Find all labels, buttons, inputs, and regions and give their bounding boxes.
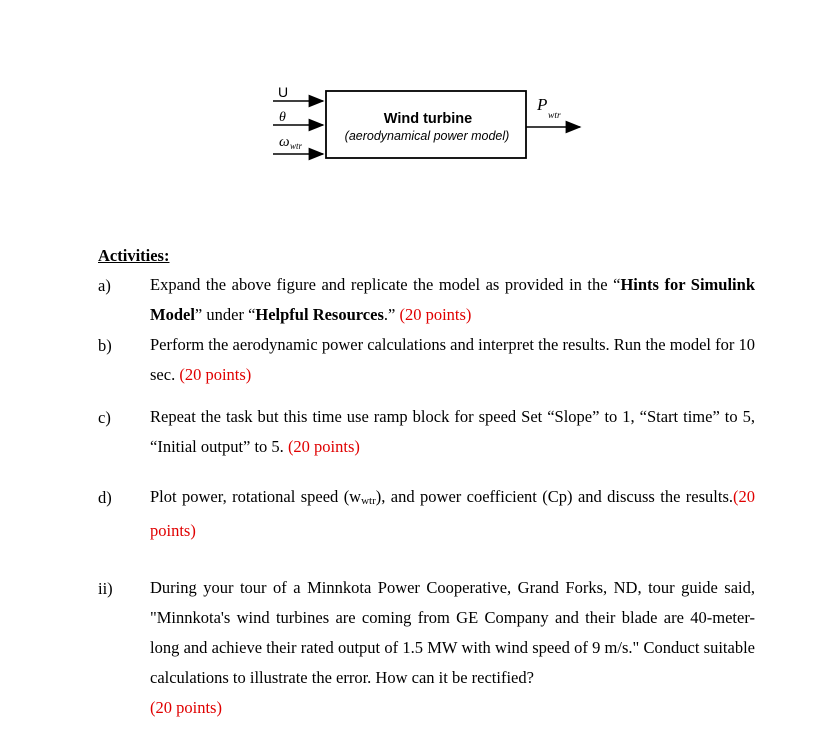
- item-label-d: d): [98, 488, 112, 507]
- item-label-ii: ii): [98, 579, 113, 598]
- points-a: (20 points): [399, 305, 472, 324]
- points-b: (20 points): [179, 365, 252, 384]
- output-label-p: P: [537, 95, 548, 114]
- input-label-u: U: [278, 84, 289, 100]
- input-label-theta: θ: [279, 110, 286, 125]
- input-label-omega: ω: [279, 134, 290, 150]
- activity-d-text: Plot power, rotational speed $(w_{wtr})$, and power coefficient (Cp) and discuss the results.(20 points): [150, 487, 755, 540]
- points-ii: (20 points): [150, 698, 222, 717]
- block-title: Wind turbine: [383, 111, 473, 127]
- item-label-a: a): [98, 276, 111, 295]
- activities-heading: Activities:: [98, 246, 170, 265]
- block-subtitle: (aerodynamical power model): [344, 129, 510, 143]
- points-d: (20 points): [150, 487, 755, 540]
- points-c: (20 points): [287, 437, 360, 456]
- item-label-b: b): [98, 336, 112, 355]
- activity-a-text: Expand the above figure and replicate the model as provided in the “Hints for Simulink Model” under “Helpful Resources.” (20 points): [150, 275, 755, 324]
- output-label-p-sub: wtr: [548, 111, 561, 121]
- wind-turbine-block-diagram: [0, 0, 817, 200]
- activity-c-text: Repeat the task but this time use ramp block for speed Set “Slope” to 1, “Start time” to 5, “Initial output” to 5. (20 points): [150, 407, 755, 456]
- input-label-omega-sub: wtr: [290, 141, 303, 151]
- activity-ii-text: During your tour of a Minnkota Power Cooperative, Grand Forks, ND, tour guide said, "Minnkota's wind turbines are coming from GE Company and their blade are 40-meter-long and achieve their rated output of 1.5 MW with wind speed of 9 m/s." Conduct suitable calculations to illustrate the error. How can it be rectified? (20 points): [150, 578, 755, 717]
- activity-b-text: Perform the aerodynamic power calculations and interpret the results. Run the model for 10 sec. (20 points): [150, 335, 755, 384]
- item-label-c: c): [98, 408, 111, 427]
